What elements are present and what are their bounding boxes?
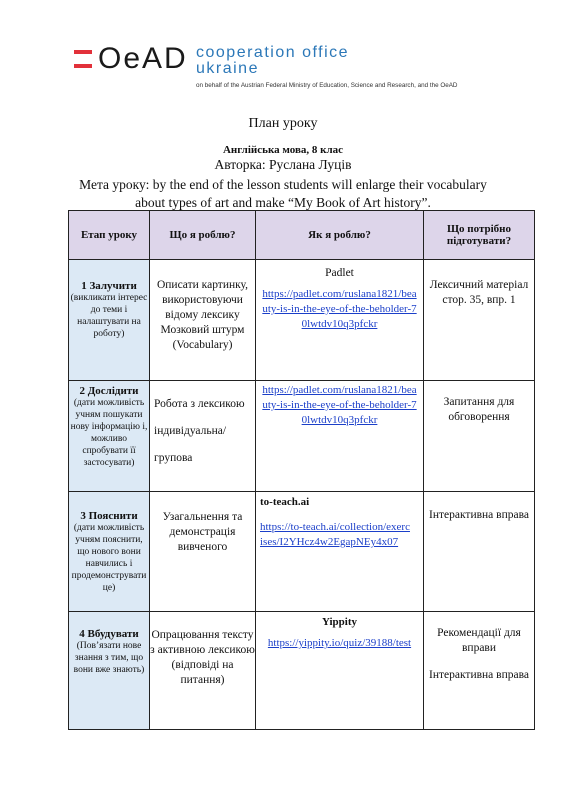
header-how: Як я роблю?	[256, 211, 424, 260]
what-line2: індивідуальна/	[154, 425, 227, 437]
office-line2: ukraine	[196, 60, 259, 77]
what-cell	[150, 260, 256, 381]
header-prep: Що потрібно підготувати?	[424, 211, 535, 260]
what-text: Опрацювання тексту з активною лексикою (відповіді на питання)	[150, 629, 255, 686]
how-title: Yippity	[321, 616, 358, 628]
padlet-link[interactable]: https://padlet.com/ruslana1821/beauty-is-in-the-eye-of-the-beholder-70lwtdv10q3pfckr	[262, 384, 417, 426]
table-header-row	[69, 211, 535, 260]
office-name	[196, 45, 349, 77]
austria-flag-icon	[74, 50, 92, 71]
how-cell	[256, 492, 424, 612]
what-line3: групова	[154, 452, 193, 464]
what-cell	[150, 492, 256, 612]
how-cell	[256, 260, 424, 381]
prep-cell	[424, 381, 535, 492]
stage-desc: (дати можливість учням пошукати нову інформацію і, можливо спробувати її застосувати)	[70, 398, 148, 468]
table-row	[69, 492, 535, 612]
how-title: Padlet	[325, 267, 354, 279]
oead-logo: OeAD	[98, 42, 188, 75]
stage-name: 2 Дослідити	[79, 385, 139, 397]
how-title: to-teach.ai	[260, 496, 310, 508]
how-cell	[256, 612, 424, 730]
what-text: Узагальнення та демонстрація вивченого	[162, 511, 243, 553]
stage-cell	[69, 381, 150, 492]
header-stage: Етап уроку	[69, 211, 150, 260]
oead-header	[74, 42, 534, 94]
behalf-text: on behalf of the Austrian Federal Ministry of Education, Science and Research, and the OeAD	[196, 82, 458, 89]
prep-text: Запитання для обговорення	[443, 396, 515, 423]
prep-text: Інтерактивна вправа	[429, 509, 529, 521]
what-text: Описати картинку, використовуючи відому лексику Мозковий штурм (Vocabulary)	[156, 279, 249, 351]
doc-title: План уроку	[248, 116, 318, 131]
prep-cell	[424, 492, 535, 612]
stage-desc: (Пов’язати нове знання з тим, що вони вже знають)	[73, 641, 145, 675]
doc-subject: Англійська мова, 8 клас	[222, 144, 344, 156]
office-line1: cooperation office	[196, 44, 350, 61]
prep-line1: Рекомендації для вправи	[437, 627, 521, 654]
to-teach-link[interactable]: https://to-teach.ai/collection/exercises/I2YHcz4w2EgapNEy4x07	[260, 521, 410, 548]
table-row	[69, 381, 535, 492]
prep-text: Лексичний матеріал стор. 35, впр. 1	[429, 279, 529, 306]
what-line1: Робота з лексикою	[154, 398, 245, 410]
stage-name: 1 Залучити	[81, 280, 137, 292]
how-cell	[256, 381, 424, 492]
yippity-link[interactable]: https://yippity.io/quiz/39188/test	[267, 637, 412, 649]
lesson-plan-table	[68, 210, 535, 730]
prep-line2: Інтерактивна вправа	[429, 669, 529, 681]
prep-cell	[424, 612, 535, 730]
doc-author: Авторка: Руслана Луців	[214, 157, 352, 172]
stage-cell	[69, 260, 150, 381]
stage-name: 4 Вбудувати	[79, 628, 139, 640]
stage-desc: (викликати інтерес до теми і налаштувати на роботу)	[70, 293, 148, 339]
what-cell	[150, 381, 256, 492]
stage-desc: (дати можливість учням пояснити, що нового вони навчились і продемонструвати це)	[71, 523, 147, 593]
doc-goal: Мета уроку: by the end of the lesson students will enlarge their vocabulary about types of art and make “My Book of Art history”.	[79, 177, 487, 210]
stage-cell	[69, 612, 150, 730]
table-row	[69, 260, 535, 381]
stage-name: 3 Пояснити	[80, 510, 138, 522]
what-cell	[150, 612, 256, 730]
table-row	[69, 612, 535, 730]
header-what: Що я роблю?	[150, 211, 256, 260]
stage-cell	[69, 492, 150, 612]
padlet-link[interactable]: https://padlet.com/ruslana1821/beauty-is-in-the-eye-of-the-beholder-70lwtdv10q3pfckr	[262, 288, 417, 330]
prep-cell	[424, 260, 535, 381]
